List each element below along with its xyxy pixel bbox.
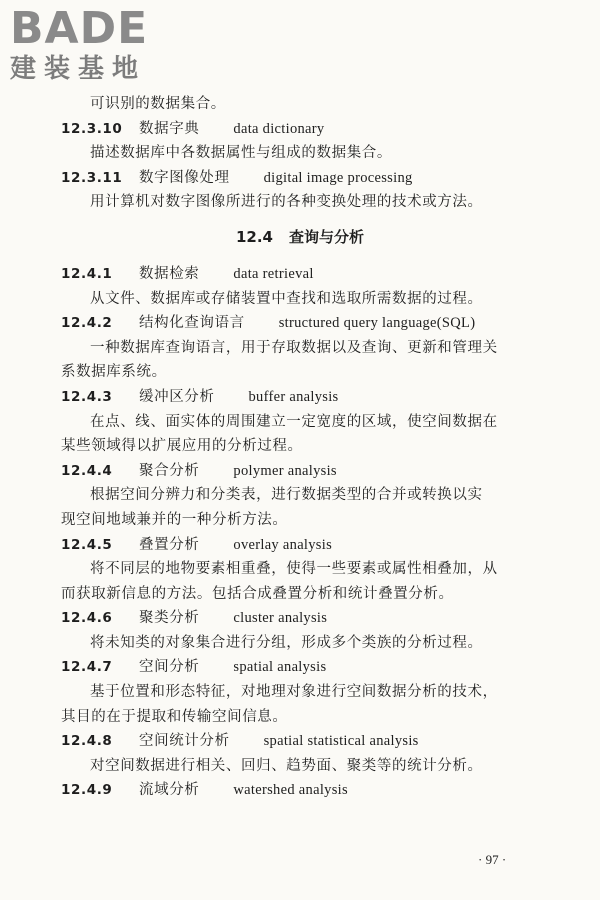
logo-subtitle: 建装基地	[10, 54, 147, 84]
section-heading	[0, 225, 600, 249]
term-entry	[0, 385, 600, 459]
term-definition: 基于位置和形态特征，对地理对象进行空间数据分析的技术，	[90, 684, 498, 701]
term-definition: 用计算机对数字图像所进行的各种变换处理的技术或方法。	[90, 194, 483, 211]
term-chinese: 空间分析	[139, 659, 200, 676]
term-number: 12.4.1	[61, 265, 113, 282]
term-definition: 将不同层的地物要素相重叠，使得一些要素或属性相叠加，从	[90, 561, 498, 578]
term-entry	[0, 778, 600, 803]
page-body	[0, 92, 600, 803]
term-definition: 现空间地域兼并的一种分析方法。	[61, 511, 288, 528]
page-number: · 97 ·	[478, 852, 507, 867]
term-heading	[0, 459, 600, 484]
term-definition: 描述数据库中各数据属性与组成的数据集合。	[90, 145, 392, 162]
term-chinese: 聚合分析	[139, 462, 200, 479]
term-entry	[0, 533, 600, 607]
term-english: data dictionary	[233, 120, 325, 137]
term-definition: 其目的在于提取和传输空间信息。	[61, 708, 288, 725]
term-chinese: 数据字典	[139, 120, 200, 137]
entries-top	[0, 117, 600, 215]
term-definition: 系数据库系统。	[61, 364, 167, 381]
term-chinese: 空间统计分析	[139, 733, 230, 750]
term-english: structured query language(SQL)	[278, 315, 476, 332]
term-definition: 在点、线、面实体的周围建立一定宽度的区域，使空间数据在	[90, 413, 498, 430]
term-definition: 根据空间分辨力和分类表，进行数据类型的合并或转换以实	[90, 487, 483, 504]
term-english: data retrieval	[233, 265, 314, 282]
publisher-logo	[10, 3, 185, 84]
term-english: watershed analysis	[233, 782, 348, 799]
term-definition: 一种数据库查询语言，用于存取数据以及查询、更新和管理关	[90, 339, 498, 356]
term-number: 12.4.8	[61, 733, 113, 750]
continued-line: 可识别的数据集合。	[90, 96, 226, 112]
term-heading	[0, 311, 600, 336]
term-english: buffer analysis	[248, 388, 339, 405]
term-definition: 而获取新信息的方法。包括合成叠置分析和统计叠置分析。	[61, 585, 454, 602]
term-entry	[0, 655, 600, 729]
term-heading	[0, 729, 600, 754]
term-number: 12.4.9	[61, 782, 113, 799]
term-heading	[0, 166, 600, 191]
term-chinese: 叠置分析	[139, 536, 200, 553]
term-english: cluster analysis	[233, 610, 328, 627]
term-number: 12.4.5	[61, 536, 113, 553]
term-number: 12.4.2	[61, 315, 113, 332]
term-chinese: 结构化查询语言	[139, 315, 245, 332]
term-definition: 对空间数据进行相关、回归、趋势面、聚类等的统计分析。	[90, 757, 483, 774]
term-definition: 某些领域得以扩展应用的分析过程。	[61, 438, 303, 455]
term-number: 12.3.10	[61, 120, 123, 137]
term-entry	[0, 262, 600, 311]
term-number: 12.3.11	[61, 169, 123, 186]
term-english: digital image processing	[263, 169, 413, 186]
term-heading	[0, 655, 600, 680]
section-number: 12.4	[235, 227, 273, 246]
term-heading	[0, 117, 600, 142]
term-entry	[0, 117, 600, 166]
term-chinese: 流域分析	[139, 782, 200, 799]
term-definition: 从文件、数据库或存储装置中查找和选取所需数据的过程。	[90, 290, 483, 307]
term-entry	[0, 606, 600, 655]
term-number: 12.4.4	[61, 462, 113, 479]
term-number: 12.4.7	[61, 659, 113, 676]
term-entry	[0, 311, 600, 385]
term-heading	[0, 778, 600, 803]
section-title: 查询与分析	[289, 227, 365, 246]
term-chinese: 数据检索	[139, 265, 200, 282]
term-english: spatial analysis	[233, 659, 327, 676]
term-heading	[0, 606, 600, 631]
term-chinese: 缓冲区分析	[139, 388, 215, 405]
term-number: 12.4.6	[61, 610, 113, 627]
term-heading	[0, 262, 600, 287]
term-english: polymer analysis	[233, 462, 337, 479]
logo-wordmark: BADE	[10, 3, 149, 54]
entries-list	[0, 262, 600, 803]
term-english: spatial statistical analysis	[263, 733, 419, 750]
term-number: 12.4.3	[61, 388, 113, 405]
term-heading	[0, 385, 600, 410]
term-entry	[0, 729, 600, 778]
term-entry	[0, 166, 600, 215]
term-entry	[0, 459, 600, 533]
term-heading	[0, 533, 600, 558]
term-chinese: 聚类分析	[139, 610, 200, 627]
term-chinese: 数字图像处理	[139, 169, 230, 186]
term-definition: 将未知类的对象集合进行分组，形成多个类族的分析过程。	[90, 634, 483, 651]
term-english: overlay analysis	[233, 536, 333, 553]
